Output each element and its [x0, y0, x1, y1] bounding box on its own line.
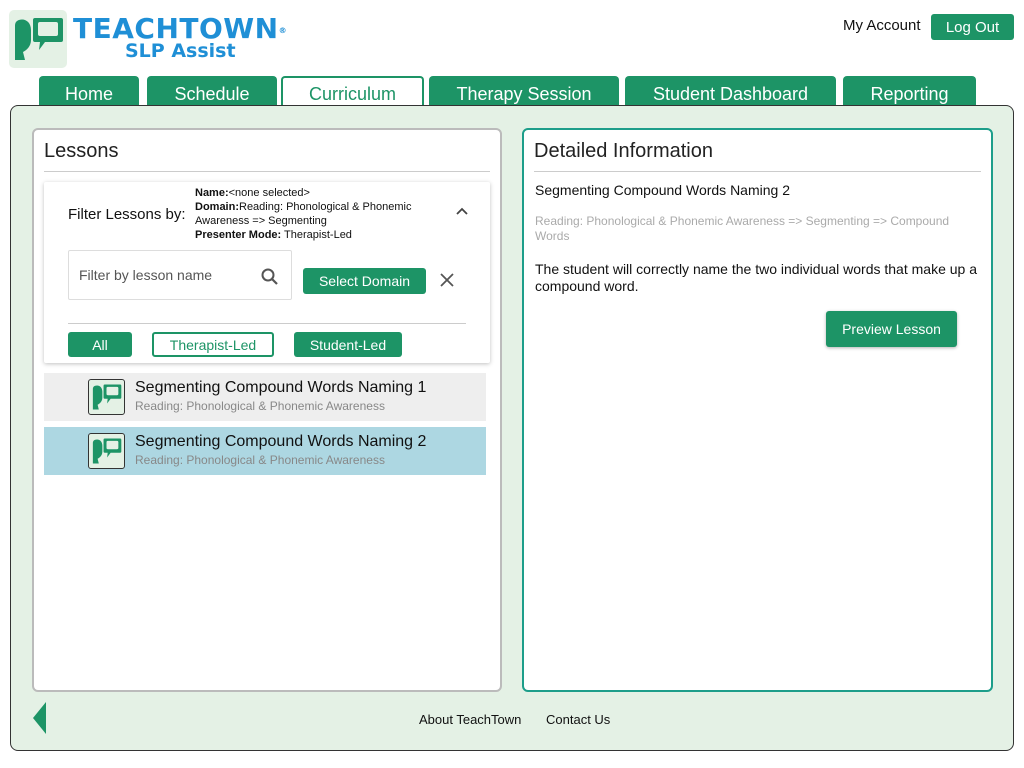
logout-button[interactable]: Log Out	[931, 14, 1014, 40]
speech-head-icon	[90, 381, 123, 413]
close-icon[interactable]	[439, 272, 455, 288]
contact-link[interactable]: Contact Us	[546, 712, 611, 727]
tab-student-dashboard[interactable]: Student Dashboard	[625, 76, 836, 107]
my-account-link[interactable]: My Account	[843, 17, 921, 34]
lesson-domain: Reading: Phonological & Phonemic Awareness	[135, 453, 385, 467]
tab-curriculum[interactable]: Curriculum	[281, 76, 424, 107]
detail-title: Detailed Information	[534, 140, 713, 162]
speech-head-icon	[11, 12, 65, 66]
detail-description: The student will correctly name the two individual words that make up a compound word.	[535, 261, 977, 294]
lesson-title: Segmenting Compound Words Naming 2	[135, 433, 427, 450]
logo-badge	[9, 10, 67, 68]
search-icon[interactable]	[261, 268, 279, 286]
filter-name-key: Name:	[195, 187, 229, 199]
filter-domain-key: Domain:	[195, 201, 239, 213]
lesson-title: Segmenting Compound Words Naming 1	[135, 379, 427, 396]
divider	[534, 171, 981, 172]
mode-student-led-button[interactable]: Student-Led	[294, 332, 402, 357]
divider	[44, 171, 490, 172]
filter-mode-key: Presenter Mode:	[195, 229, 282, 241]
lesson-icon	[88, 379, 125, 415]
detail-domain-path: Reading: Phonological & Phonemic Awareness => Segmenting => Compound Words	[535, 214, 950, 243]
detail-panel	[522, 128, 993, 692]
lesson-list-item-selected[interactable]	[44, 427, 486, 475]
lessons-panel	[32, 128, 502, 692]
filter-label: Filter Lessons by:	[68, 206, 186, 223]
about-link[interactable]: About TeachTown	[419, 712, 522, 727]
filter-name-value: <none selected>	[228, 187, 310, 199]
mode-all-button[interactable]: All	[68, 332, 132, 357]
speech-head-icon	[90, 435, 123, 467]
lesson-icon	[88, 433, 125, 469]
lesson-list-item[interactable]	[44, 373, 486, 421]
filter-mode-value: Therapist-Led	[281, 229, 352, 241]
filter-card	[44, 182, 490, 363]
tab-reporting[interactable]: Reporting	[843, 76, 976, 107]
search-box	[68, 250, 292, 300]
detail-lesson-name: Segmenting Compound Words Naming 2	[535, 182, 790, 198]
tab-schedule[interactable]: Schedule	[147, 76, 277, 107]
brand-subtitle: SLP Assist	[125, 40, 236, 62]
back-arrow-icon[interactable]	[33, 702, 47, 734]
mode-therapist-led-button[interactable]: Therapist-Led	[152, 332, 274, 357]
filter-domain-value: Reading: Phonological & Phonemic Awareness => Segmenting	[195, 201, 412, 227]
chevron-up-icon[interactable]	[455, 204, 469, 218]
tab-therapy-session[interactable]: Therapy Session	[429, 76, 619, 107]
teachtown-logo	[9, 10, 309, 68]
select-domain-button[interactable]: Select Domain	[303, 268, 426, 294]
lesson-domain: Reading: Phonological & Phonemic Awareness	[135, 399, 385, 413]
divider	[68, 323, 466, 324]
tab-home[interactable]: Home	[39, 76, 139, 107]
brand-title: TEACHTOWN®	[73, 12, 288, 45]
preview-lesson-button[interactable]: Preview Lesson	[826, 311, 957, 347]
lessons-title: Lessons	[44, 140, 119, 162]
lesson-search-input[interactable]	[79, 265, 249, 285]
filter-summary	[195, 186, 445, 242]
main-content	[10, 105, 1014, 751]
